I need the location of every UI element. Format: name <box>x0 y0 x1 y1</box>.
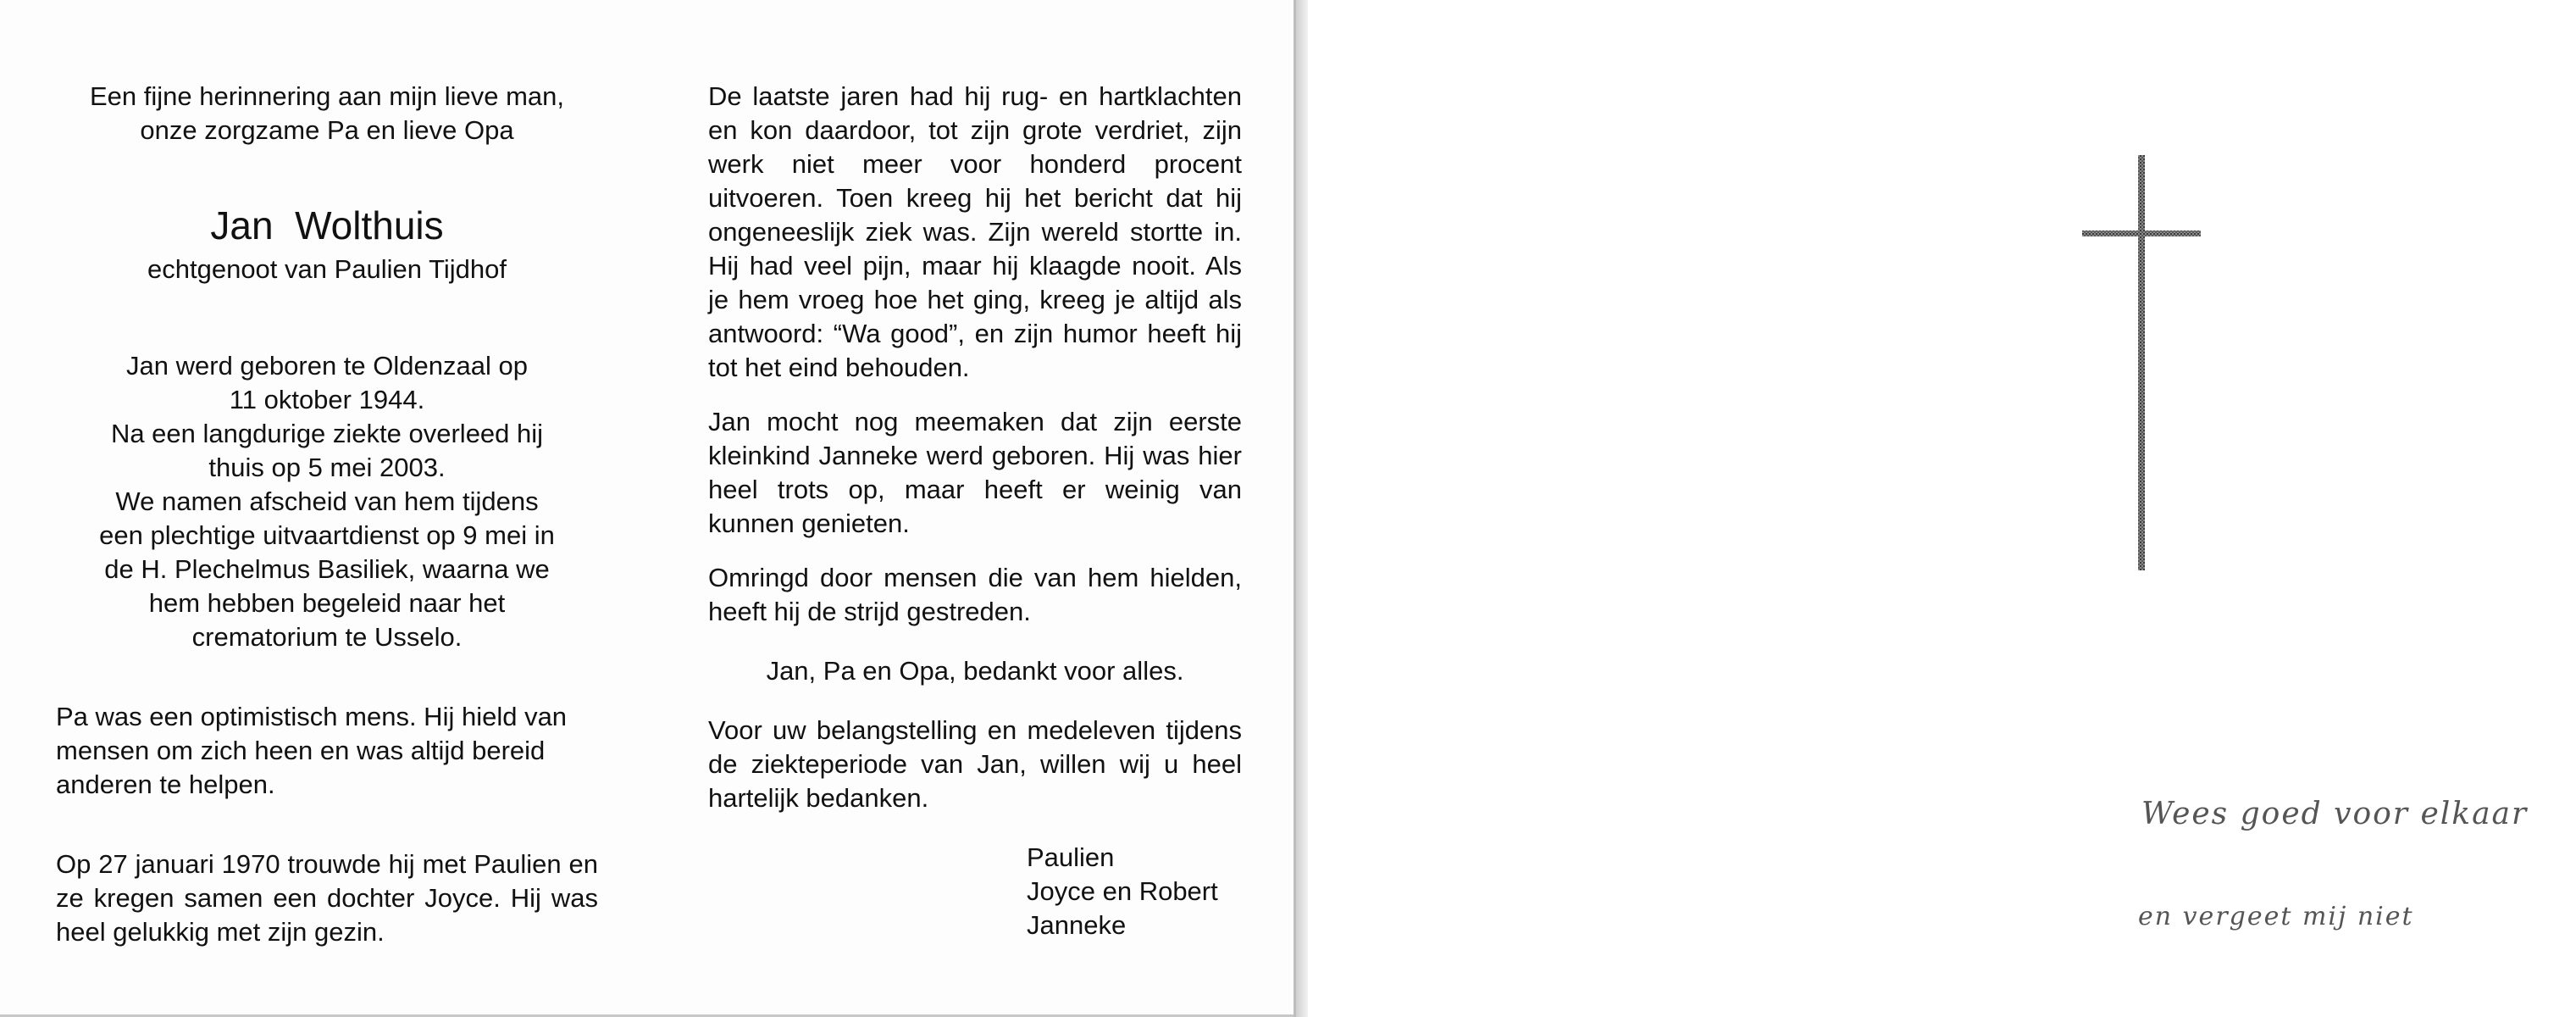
bio-line: Na een langdurige ziekte overleed hij <box>110 419 544 448</box>
signature-name: Paulien <box>1027 842 1115 872</box>
verse-line-2: en vergeet mij niet <box>2138 902 2414 931</box>
card-fold <box>1296 0 1308 1017</box>
bio-line: We namen afscheid van hem tijdens <box>115 486 539 516</box>
paragraph-grandchild: Jan mocht nog meemaken dat zijn eerste kleinkind Janneke werd geboren. Hij was hier heel trots op, maar heeft er weinig van kunnen genieten. <box>708 407 1242 538</box>
bio-line: 11 oktober 1944. <box>229 385 425 414</box>
bio-line: de H. Plechelmus Basiliek, waarna we <box>104 554 550 584</box>
bio-line: crematorium te Usselo. <box>191 622 463 652</box>
card-front-panel <box>1308 0 2576 1017</box>
signature-name: Joyce en Robert <box>1027 876 1218 906</box>
signature-name: Janneke <box>1027 910 1127 940</box>
left-text-column <box>56 80 598 949</box>
intro-line-1: Een fijne herinnering aan mijn lieve man, <box>89 81 565 111</box>
deceased-name: Jan Wolthuis <box>210 203 444 247</box>
spouse-line: echtgenoot van Paulien Tijdhof <box>147 254 507 284</box>
paragraph-marriage: Op 27 januari 1970 trouwde hij met Paulien en ze kregen samen een dochter Joyce. Hij was heel gelukkig met zijn gezin. <box>56 849 598 947</box>
paragraph-illness: De laatste jaren had hij rug- en hartklachten en kon daardoor, tot zijn grote verdriet, zijn werk niet meer voor honderd procent uitvoeren. Toen kreeg hij het bericht dat hij ongeneeslijk ziek was. Zijn wereld stortte in. Hij had veel pijn, maar hij klaagde nooit. Als je hem vroeg hoe het ging, kreeg je altijd als antwoord: “Wa good”, en zijn humor heeft hij tot het eind behouden. <box>708 81 1242 382</box>
intro-text <box>56 80 598 147</box>
biography <box>56 349 598 654</box>
paragraph-optimist: Pa was een optimistisch mens. Hij hield van mensen om zich heen en was altijd bereid anderen te helpen. <box>56 702 568 799</box>
thanks-line: Jan, Pa en Opa, bedankt voor alles. <box>766 656 1184 686</box>
bio-line: een plechtige uitvaartdienst op 9 mei in <box>99 520 555 550</box>
paragraph-surrounded: Omringd door mensen die van hem hielden, heeft hij de strijd gestreden. <box>708 563 1242 626</box>
verse-line-1: Wees goed voor elkaar <box>2141 797 2529 831</box>
paragraph-gratitude: Voor uw belangstelling en medeleven tijdens de ziekteperiode van Jan, willen wij u heel hartelijk bedanken. <box>708 715 1242 813</box>
signatures <box>1027 841 1242 942</box>
intro-line-2: onze zorgzame Pa en lieve Opa <box>140 115 514 145</box>
bio-line: hem hebben begeleid naar het <box>148 588 506 618</box>
bio-line: thuis op 5 mei 2003. <box>208 453 446 482</box>
cross-icon <box>2082 155 2201 570</box>
bio-line: Jan werd geboren te Oldenzaal op <box>126 351 528 381</box>
right-text-column <box>708 80 1242 942</box>
